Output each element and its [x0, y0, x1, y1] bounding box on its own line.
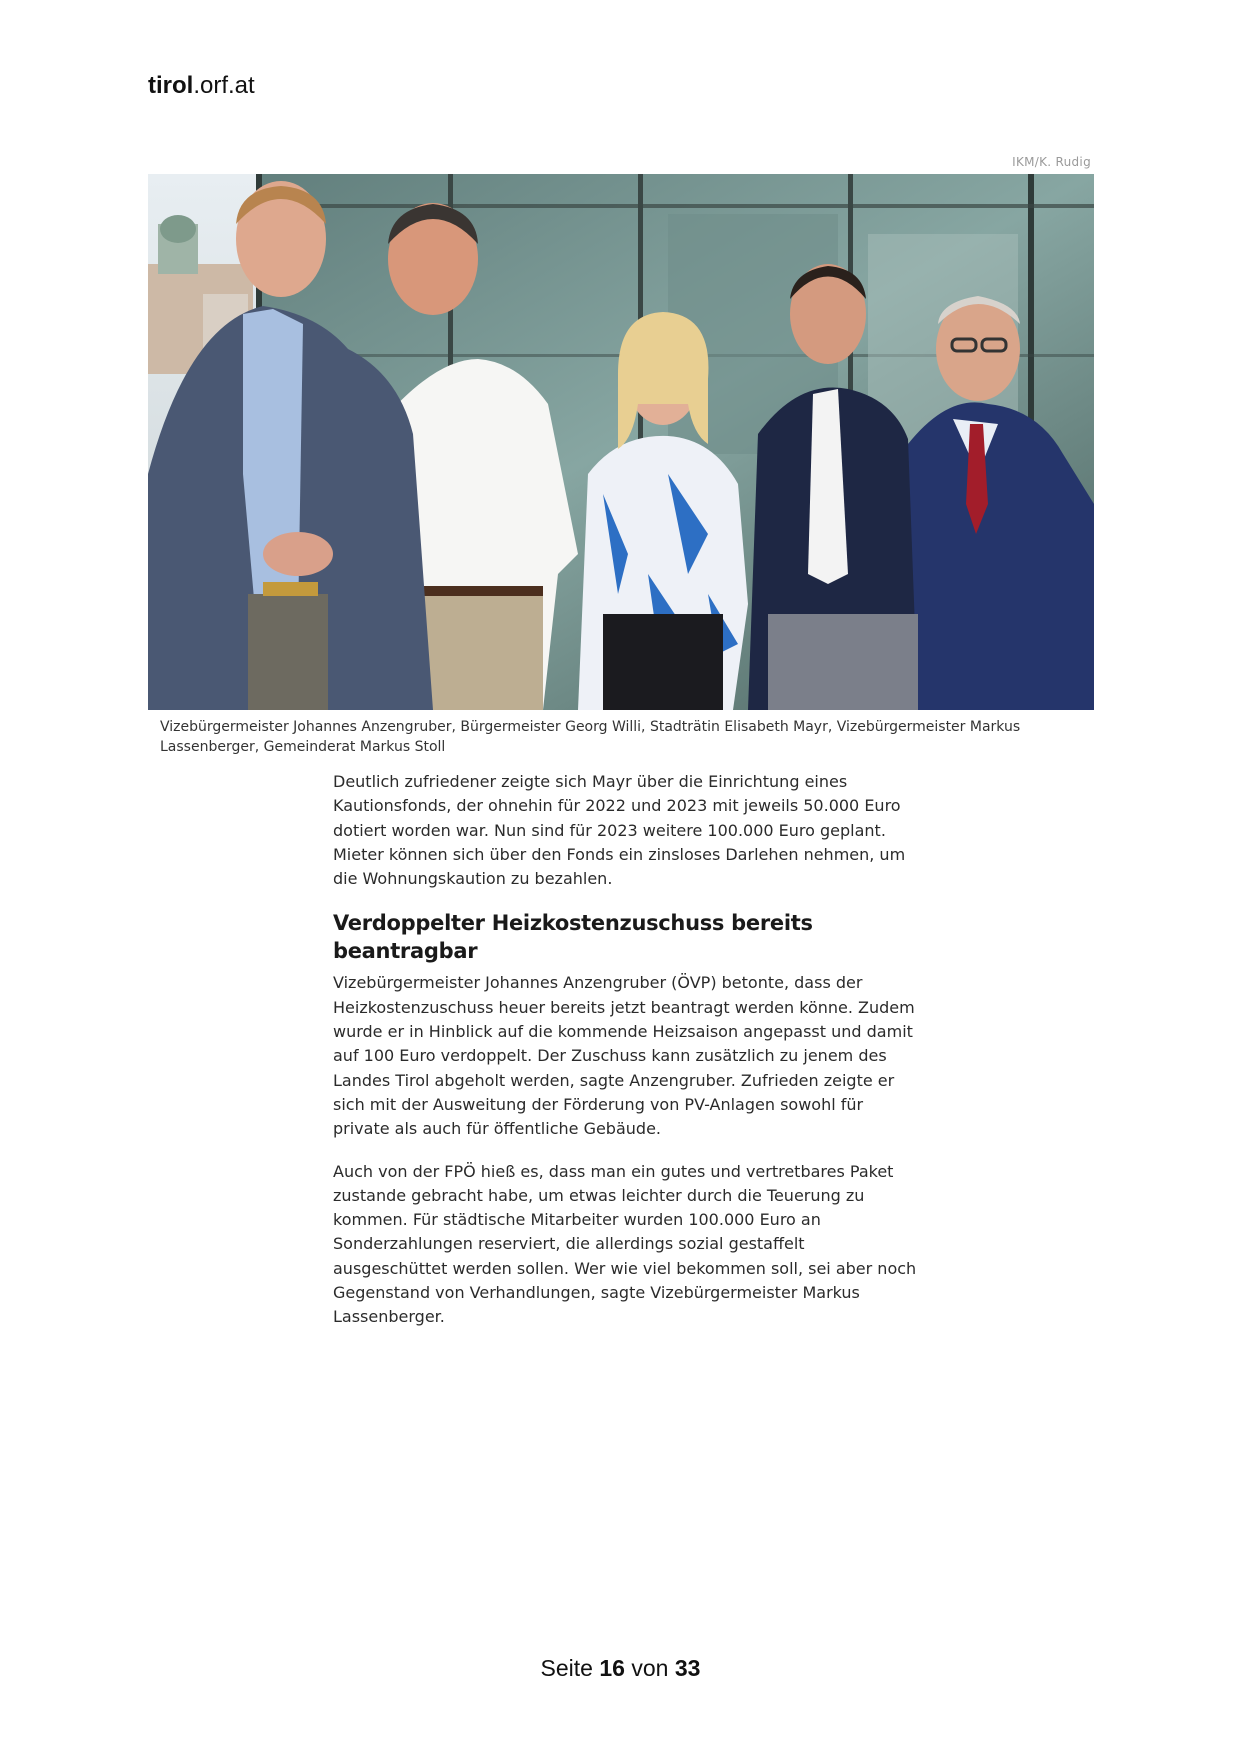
total-pages: 33	[674, 1655, 701, 1681]
current-page: 16	[599, 1655, 625, 1681]
article-paragraph: Auch von der FPÖ hieß es, dass man ein gutes und vertretbares Paket zustande gebracht habe, um etwas leichter durch die Teuerung zu kommen. Für städtische Mitarbeiter wurden 100.000 Euro an Sonderzahlungen reserviert, die allerdings sozial gestaffelt ausgeschüttet werden sollen. Wer wie viel bekommen soll, sei aber noch Gegenstand von Verhandlungen, sagte Vizebürgermeister Markus Lassenberger.	[333, 1161, 917, 1327]
article-intro-paragraph: Deutlich zufriedener zeigte sich Mayr über die Einrichtung eines Kautionsfonds, der ohnehin für 2022 und 2023 mit jeweils 50.000 Euro dotiert worden war. Nun sind für 2023 weitere 100.000 Euro geplant. Mieter können sich über den Fonds ein zinsloses Darlehen nehmen, um die Wohnungskaution zu bezahlen.	[333, 772, 906, 889]
site-brand: tirol	[148, 72, 194, 99]
article-paragraph: Vizebürgermeister Johannes Anzengruber (ÖVP) betonte, dass der Heizkostenzuschuss heuer bereits jetzt beantragt werden könne. Zudem wurde er in Hinblick auf die kommende Heizsaison angepasst und damit auf 100 Euro verdoppelt. Der Zuschuss kann zusätzlich zu jenem des Landes Tirol abgeholt werden, sagte Anzengruber. Zufrieden zeigte er sich mit der Ausweitung der Förderung von PV-Anlagen sowohl für private als auch für öffentliche Gebäude.	[333, 973, 915, 1139]
article-body	[333, 770, 923, 1348]
site-domain-suffix: .orf.at	[193, 72, 255, 99]
photo-caption: Vizebürgermeister Johannes Anzengruber, Bürgermeister Georg Willi, Stadträtin Elisabeth Mayr, Vizebürgermeister Markus Lassenberger, Gemeinderat Markus Stoll	[160, 719, 1021, 755]
page-label-prefix: Seite	[540, 1655, 593, 1681]
article-photo	[148, 174, 1094, 710]
page-number	[0, 1655, 1241, 1682]
article-subheading: Verdoppelter Heizkostenzuschuss bereits beantragbar	[333, 911, 813, 964]
photo-credit: IKM/K. Rudig	[1012, 155, 1091, 169]
site-header[interactable]	[148, 72, 255, 100]
page-label-middle: von	[631, 1655, 669, 1681]
